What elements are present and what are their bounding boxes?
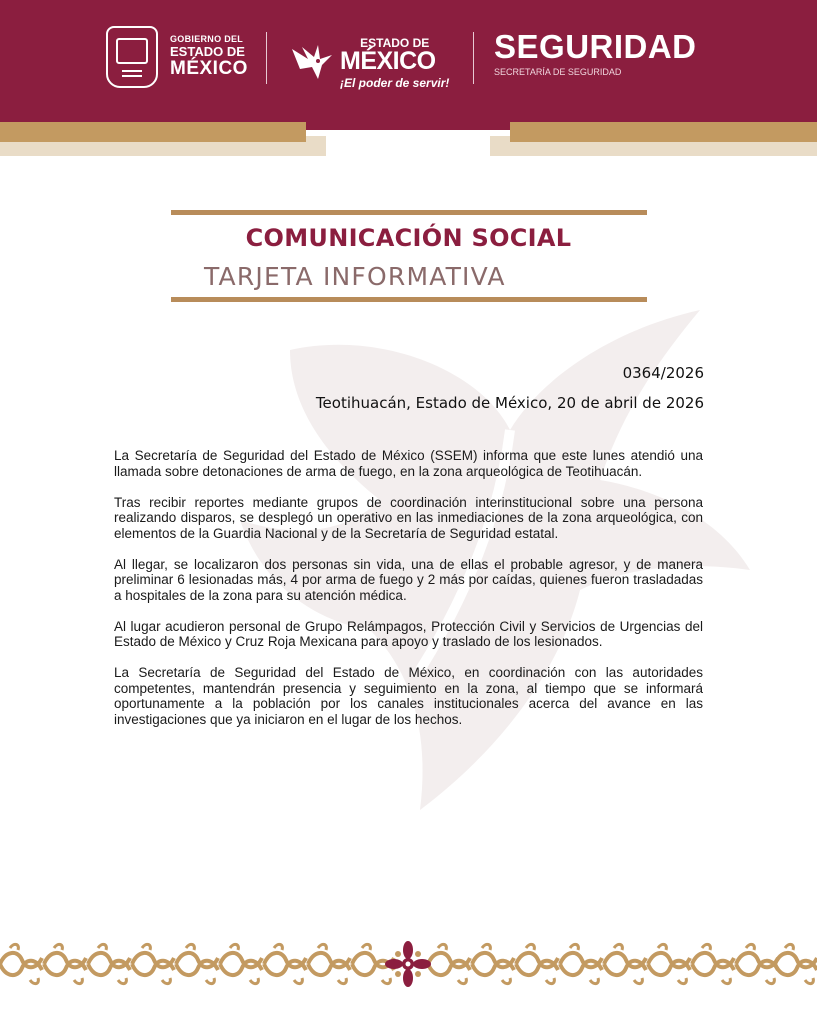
ornament-right: [428, 944, 817, 983]
seguridad-title: SEGURIDAD: [494, 28, 697, 65]
estado-line2: MÉXICO: [340, 47, 436, 75]
gobierno-logo: [106, 22, 248, 92]
estado-slogan: ¡El poder de servir!: [340, 76, 450, 90]
gobierno-line3: MÉXICO: [170, 57, 248, 79]
decor-bar-gold-right: [510, 122, 817, 142]
header-divider: [473, 32, 474, 84]
header-banner: [0, 0, 817, 130]
estado-line1: ESTADO DE: [360, 36, 430, 50]
title-main: COMUNICACIÓN SOCIAL: [245, 224, 572, 252]
footer-ornament-border: [0, 936, 817, 992]
body-paragraph: Tras recibir reportes mediante grupos de coordinación interinstitucional sobre una persona realizando disparos, se desplegó un operativo en las inmediaciones de la zona arqueológica, con elementos de la Guardia Nacional y de la Secretaría de Seguridad estatal.: [114, 494, 703, 541]
document-place-date: Teotihuacán, Estado de México, 20 de abril de 2026: [315, 394, 704, 412]
body-paragraph: La Secretaría de Seguridad del Estado de México, en coordinación con las autoridades competentes, mantendrán presencia y seguimiento en la zona, al tiempo que se informará oportunamente a la población por los canales institucionales acerca del avance en las investigaciones que ya iniciaron en el lugar de los hechos.: [114, 665, 703, 727]
body-paragraph: Al llegar, se localizaron dos personas sin vida, una de ellas el probable agresor, y de manera preliminar 6 lesionadas más, 4 por arma de fuego y 2 más por caídas, quienes fueron trasladadas a hospitales de la zona para su atención médica.: [114, 556, 703, 603]
title-top-rule: [171, 210, 647, 215]
decor-bar-gold-left: [0, 122, 306, 142]
seguridad-logo: [494, 30, 697, 100]
gobierno-text: [170, 35, 248, 78]
seguridad-subtitle: SECRETARÍA DE SEGURIDAD: [494, 67, 622, 77]
hummingbird-icon: [288, 39, 336, 87]
estado-text: [340, 37, 449, 89]
header-divider: [266, 32, 267, 84]
state-seal-icon: [106, 26, 158, 88]
body-paragraph: La Secretaría de Seguridad del Estado de México (SSEM) informa que este lunes atendió una llamada sobre detonaciones de arma de fuego, en la zona arqueológica de Teotihuacán.: [114, 448, 703, 479]
title-bottom-rule: [171, 297, 647, 302]
body-paragraph: Al lugar acudieron personal de Grupo Relámpagos, Protección Civil y Servicios de Urgencias del Estado de México y Cruz Roja Mexicana para apoyo y traslado de los lesionados.: [114, 618, 703, 649]
ornament-left: [0, 944, 394, 983]
gobierno-line2: ESTADO DE: [170, 43, 245, 59]
estado-logo: [288, 28, 449, 98]
document-body: [114, 448, 703, 743]
title-sub: TARJETA INFORMATIVA: [204, 262, 506, 291]
document-number: 0364/2026: [622, 364, 704, 382]
gobierno-line1: GOBIERNO DEL: [170, 34, 244, 45]
